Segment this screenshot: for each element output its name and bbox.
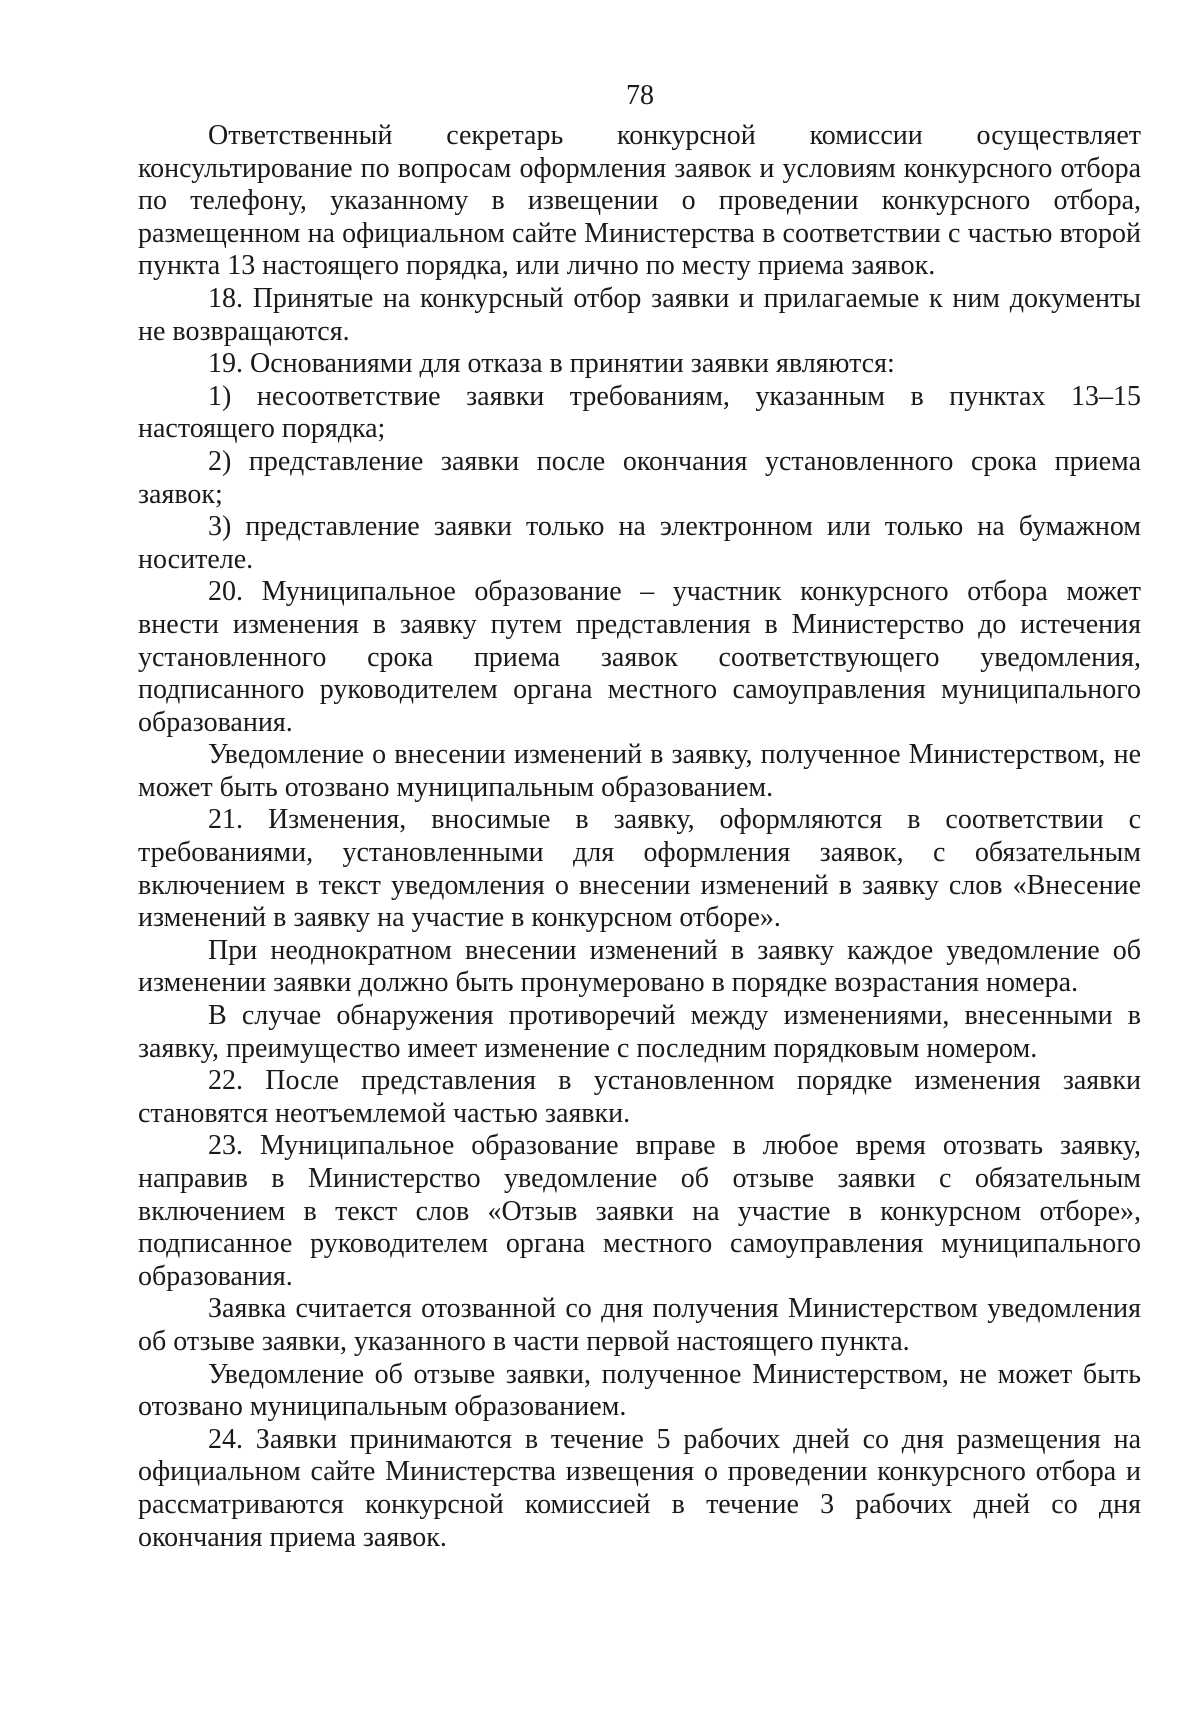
paragraph-23: 23. Муниципальное образование вправе в любое время отозвать заявку, направив в Министерство уведомление об отзыве заявки с обязательным включением в текст слов «Отзыв заявки на участие в конкурсном отборе», подписанное руководителем органа местного самоуправления муниципального образования. xyxy=(138,1130,1141,1292)
paragraph-21-repeated: При неоднократном внесении изменений в заявку каждое уведомление об изменении заявки должно быть пронумеровано в порядке возрастания номера. xyxy=(138,934,1141,999)
paragraph-23-notice: Уведомление об отзыве заявки, полученное Министерством, не может быть отозвано муниципальным образованием. xyxy=(138,1358,1141,1423)
list-item-19-3: 3) представление заявки только на электронном или только на бумажном носителе. xyxy=(138,511,1141,575)
paragraph-20-notice: Уведомление о внесении изменений в заявку, полученное Министерством, не может быть отозвано муниципальным образованием. xyxy=(138,739,1141,803)
list-item-19-1: 1) несоответствие заявки требованиям, указанным в пунктах 13–15 настоящего порядка; xyxy=(138,380,1141,445)
paragraph-23-withdrawn: Заявка считается отозванной со дня получения Министерством уведомления об отзыве заявки, указанного в части первой настоящего пункта. xyxy=(138,1293,1141,1357)
document-body xyxy=(138,120,1141,1554)
paragraph-21-conflicts: В случае обнаружения противоречий между изменениями, внесенными в заявку, преимущество имеет изменение с последним порядковым номером. xyxy=(138,1000,1141,1064)
page-number: 78 xyxy=(626,80,654,111)
paragraph-21: 21. Изменения, вносимые в заявку, оформляются в соответствии с требованиями, установленными для оформления заявок, с обязательным включением в текст уведомления о внесении изменений в заявку слов «Внесение изменений в заявку на участие в конкурсном отборе». xyxy=(138,804,1141,934)
paragraph-20: 20. Муниципальное образование – участник конкурсного отбора может внести изменения в заявку путем представления в Министерство до истечения установленного срока приема заявок соответствующего уведомления, подписанного руководителем органа местного самоуправления муниципального образования. xyxy=(138,576,1141,738)
paragraph-24: 24. Заявки принимаются в течение 5 рабочих дней со дня размещения на официальном сайте Министерства извещения о проведении конкурсного отбора и рассматриваются конкурсной комиссией в течение 3 рабочих дней со дня окончания приема заявок. xyxy=(138,1423,1141,1553)
paragraph-19: 19. Основаниями для отказа в принятии заявки являются: xyxy=(208,348,895,380)
paragraph-18: 18. Принятые на конкурсный отбор заявки и прилагаемые к ним документы не возвращаются. xyxy=(138,282,1141,347)
paragraph-22: 22. После представления в установленном порядке изменения заявки становятся неотъемлемой частью заявки. xyxy=(138,1065,1141,1129)
paragraph-consultation: Ответственный секретарь конкурсной комиссии осуществляет консультирование по вопросам оформления заявок и условиям конкурсного отбора по телефону, указанному в извещении о проведении конкурсного отбора, размещенном на официальном сайте Министерства в соответствии с частью второй пункта 13 настоящего порядка, или лично по месту приема заявок. xyxy=(138,120,1141,282)
list-item-19-2: 2) представление заявки после окончания установленного срока приема заявок; xyxy=(138,445,1141,510)
